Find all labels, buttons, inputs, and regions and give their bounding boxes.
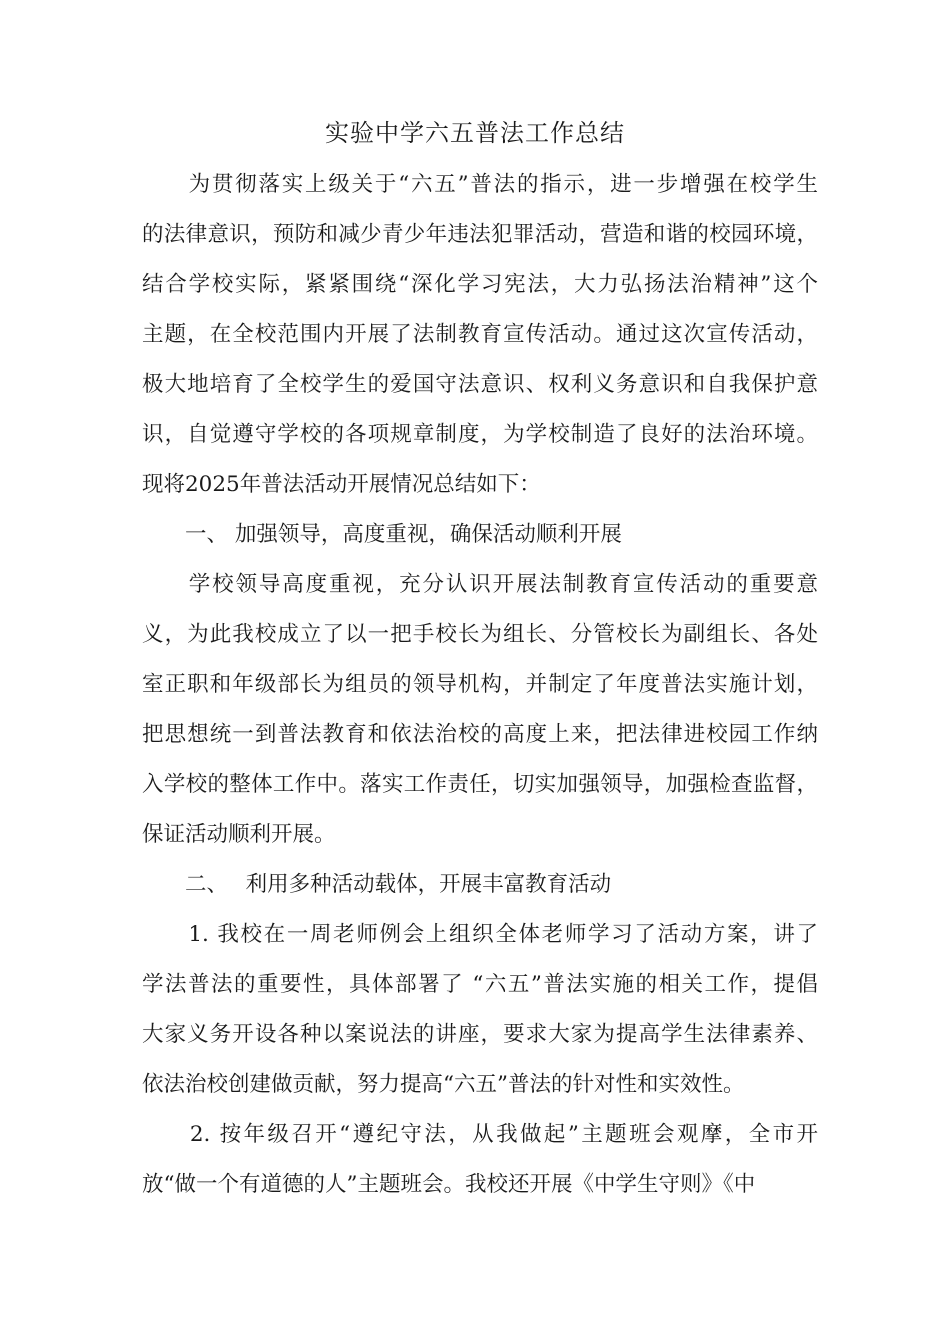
text-line: 现将2025年普法活动开展情况总结如下：: [142, 472, 541, 497]
text-line: 主题，在全校范围内开展了法制教育宣传活动。通过这次宣传活动，: [142, 322, 818, 347]
text-line: 保证活动顺利开展。: [142, 822, 336, 847]
section-heading: 二、 利用多种活动载体，开展丰富教育活动: [142, 872, 612, 897]
text-line: 极大地培育了全校学生的爱国守法意识、权利义务意识和自我保护意: [142, 372, 818, 397]
text-line: 入学校的整体工作中。落实工作责任，切实加强领导，加强检查监督，: [142, 772, 818, 797]
text-line: 放“做一个有道德的人”主题班会。我校还开展《中学生守则》《中: [142, 1172, 756, 1197]
text-line: 室正职和年级部长为组员的领导机构，并制定了年度普法实施计划，: [142, 672, 818, 697]
text-line: 把思想统一到普法教育和依法治校的高度上来，把法律进校园工作纳: [142, 722, 818, 747]
text-line: 的法律意识，预防和减少青少年违法犯罪活动，营造和谐的校园环境，: [142, 222, 818, 247]
text-line: 学法普法的重要性，具体部署了 “六五”普法实施的相关工作，提倡: [142, 972, 818, 997]
text-line: 结合学校实际，紧紧围绕“深化学习宪法，大力弘扬法治精神”这个: [142, 272, 818, 297]
text-line: 依法治校创建做贡献，努力提高“六五”普法的针对性和实效性。: [142, 1072, 745, 1097]
section-heading: 一、 加强领导，高度重视，确保活动顺利开展: [142, 522, 622, 547]
text-line: 为贯彻落实上级关于“六五”普法的指示，进一步增强在校学生: [142, 172, 818, 197]
text-line: 义，为此我校成立了以一把手校长为组长、分管校长为副组长、各处: [142, 622, 818, 647]
page-title: 实验中学六五普法工作总结: [325, 119, 625, 147]
text-line: 学校领导高度重视，充分认识开展法制教育宣传活动的重要意: [142, 572, 818, 597]
text-line: 2. 按年级召开“遵纪守法，从我做起”主题班会观摩，全市开: [142, 1122, 818, 1147]
text-line: 识，自觉遵守学校的各项规章制度，为学校制造了良好的法治环境。: [142, 422, 818, 447]
text-line: 1. 我校在一周老师例会上组织全体老师学习了活动方案，讲了: [142, 922, 818, 947]
text-line: 大家义务开设各种以案说法的讲座，要求大家为提高学生法律素养、: [142, 1022, 818, 1047]
